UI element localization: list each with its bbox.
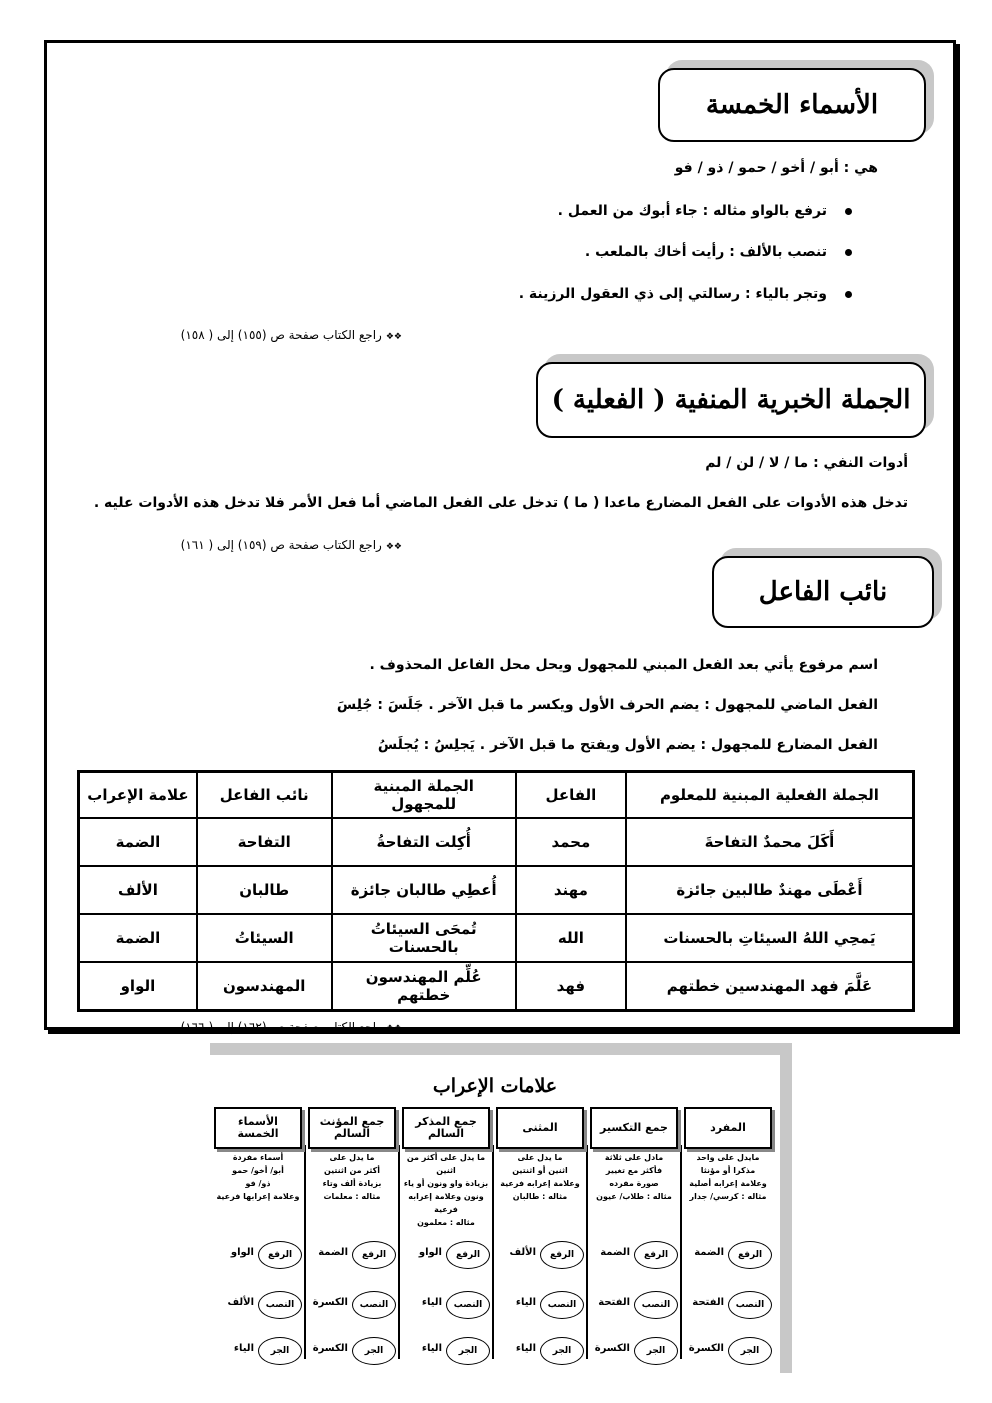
column-divider: [586, 1145, 588, 1359]
case-row: [306, 1291, 398, 1321]
book-reference-text: راجع الكتاب صفحة ص (١٥٥) إلى ( ١٥٨): [180, 328, 382, 342]
table-cell: عُلِّم المهندسون خطتهم: [332, 962, 516, 1010]
table-cell: الألف: [79, 866, 197, 914]
case-row: [306, 1241, 398, 1271]
table-cell: فهد: [516, 962, 626, 1010]
passive-examples-table: [77, 770, 915, 1012]
case-row: [400, 1337, 492, 1367]
diamond-icon: ❖❖: [385, 542, 402, 552]
case-oval: الرفع: [352, 1241, 396, 1269]
table-cell: التفاحة: [197, 818, 332, 866]
sign-column-title: المثنى: [496, 1107, 584, 1149]
case-row: [494, 1337, 586, 1367]
table-row: [79, 866, 913, 914]
section-title-five-nouns: [658, 68, 926, 142]
table-cell: يَمحِي اللهُ السيئاتِ بالحسنات: [626, 914, 913, 962]
book-reference-text: راجع الكتاب صفحة ص (١٦٢) إلى ( ١٦٦): [180, 1020, 382, 1034]
case-oval: الجر: [446, 1337, 490, 1365]
case-oval: الرفع: [634, 1241, 678, 1269]
sign-column: [306, 1107, 398, 1361]
case-row: [588, 1241, 680, 1271]
case-row: [682, 1291, 774, 1321]
book-reference: [181, 538, 402, 552]
bullet-item: [519, 286, 852, 302]
case-mark: الياء: [515, 1343, 536, 1354]
description-line: أكثر من اثنتين: [323, 1166, 381, 1175]
sign-column: [588, 1107, 680, 1361]
case-row: [494, 1241, 586, 1271]
table-cell: طالبان: [197, 866, 332, 914]
case-mark: الضمة: [600, 1247, 630, 1258]
case-oval: النصب: [352, 1291, 396, 1319]
table-cell: المهندسون: [197, 962, 332, 1010]
case-mark: الياء: [515, 1297, 536, 1308]
case-mark: الألف: [227, 1297, 254, 1308]
case-mark: الكسرة: [688, 1343, 724, 1354]
case-mark: الياء: [233, 1343, 254, 1354]
bullet-text: تنصب بالألف : رأيت أخاك بالملعب .: [584, 244, 827, 260]
column-divider: [492, 1145, 494, 1359]
table-header-row: [79, 772, 913, 818]
table-header-cell: الجملة الفعلية المبنية للمعلوم: [626, 772, 913, 818]
case-oval: الرفع: [540, 1241, 584, 1269]
book-reference: [181, 1020, 402, 1034]
description-line: مذكرا أو مؤنثا: [700, 1166, 756, 1175]
bullet-item: [558, 203, 852, 219]
case-oval: النصب: [634, 1291, 678, 1319]
description-line: ما يدل على أكثر من اثنين: [406, 1153, 486, 1175]
bullet-icon: [845, 208, 852, 215]
section-title-text: نائب الفاعل: [758, 577, 888, 607]
case-row: [682, 1241, 774, 1271]
sign-column-description: [682, 1151, 774, 1203]
negation-tools: أدوات النفي : ما / لا / لن / لم: [705, 455, 908, 471]
description-line: بزيادة واو ونون أو ياء: [403, 1179, 489, 1188]
description-line: مثاله : معلمون: [417, 1218, 475, 1227]
description-line: ما يدل على: [329, 1153, 375, 1162]
description-line: وعلامة إعرابه فرعية: [500, 1179, 580, 1188]
case-oval: النصب: [258, 1291, 302, 1319]
case-oval: الجر: [352, 1337, 396, 1365]
description-line: مثاله : كرسي/ جدار: [689, 1192, 767, 1201]
table-cell: أُعطِي طالبان جائزة: [332, 866, 516, 914]
case-mark: الألف: [509, 1247, 536, 1258]
section-title-passive-subject: [712, 556, 934, 628]
case-oval: الجر: [728, 1337, 772, 1365]
table-header-cell: الفاعل: [516, 772, 626, 818]
case-oval: الجر: [258, 1337, 302, 1365]
present-passive-rule: الفعل المضارع للمجهول : يضم الأول ويفتح ما قبل الآخر . يَجلِسُ : يُجلَسُ: [377, 737, 878, 753]
section-title-negative-sentence: [536, 362, 926, 438]
case-oval: الجر: [634, 1337, 678, 1365]
description-line: مادل على ثلاثة: [604, 1153, 664, 1162]
bullet-item: [585, 244, 852, 260]
case-row: [682, 1337, 774, 1367]
table-cell: السيئاتُ: [197, 914, 332, 962]
case-oval: الجر: [540, 1337, 584, 1365]
table-row: [79, 914, 913, 962]
sign-column-title: المفرد: [684, 1107, 772, 1149]
case-mark: الكسرة: [594, 1343, 630, 1354]
case-mark: الفتحة: [598, 1297, 630, 1308]
case-row: [212, 1337, 304, 1367]
table-cell: أُكِلت التفاحةُ: [332, 818, 516, 866]
case-mark: الضمة: [318, 1247, 348, 1258]
sign-column-title: جمع المؤنث السالم: [308, 1107, 396, 1149]
description-line: ذو/ فو: [245, 1179, 271, 1188]
table-cell: مهند: [516, 866, 626, 914]
table-header-cell: نائب الفاعل: [197, 772, 332, 818]
case-row: [400, 1241, 492, 1271]
case-oval: الرفع: [258, 1241, 302, 1269]
negation-rule: تدخل هذه الأدوات على الفعل المضارع ماعدا ( ما ) تدخل على الفعل الماضي أما فعل الأمر فلا تدخل هذه الأدوات عليه .: [93, 495, 908, 511]
description-line: صورة مفرده: [609, 1179, 659, 1188]
sign-column: [682, 1107, 774, 1361]
sign-column-description: [306, 1151, 398, 1203]
diamond-icon: ❖❖: [385, 332, 402, 342]
sign-column-description: [212, 1151, 304, 1203]
past-passive-rule: الفعل الماضي للمجهول : يضم الحرف الأول ويكسر ما قبل الآخر . جَلَسَ : جُلِسَ: [336, 697, 878, 713]
description-line: أبو/ أخو/ حمو: [232, 1166, 284, 1175]
five-nouns-intro: هي : أبو / أخو / حمو / ذو / فو: [674, 160, 878, 176]
sign-column-description: [588, 1151, 680, 1203]
case-row: [306, 1337, 398, 1367]
book-reference-text: راجع الكتاب صفحة ص (١٥٩) إلى ( ١٦١): [180, 538, 382, 552]
sign-column-title: الأسماء الخمسة: [214, 1107, 302, 1149]
sign-column-title: جمع التكسير: [590, 1107, 678, 1149]
case-oval: النصب: [446, 1291, 490, 1319]
sign-column: [212, 1107, 304, 1361]
description-line: مثاله : طلاب/ عيون: [596, 1192, 672, 1201]
description-line: مثاله : معلمات: [323, 1192, 381, 1201]
declension-signs-panel: [210, 1043, 792, 1373]
case-mark: الياء: [421, 1297, 442, 1308]
case-oval: النصب: [728, 1291, 772, 1319]
case-oval: الرفع: [728, 1241, 772, 1269]
table-cell: محمد: [516, 818, 626, 866]
case-row: [400, 1291, 492, 1321]
case-row: [212, 1291, 304, 1321]
column-divider: [304, 1145, 306, 1359]
case-mark: الواو: [230, 1247, 254, 1258]
bullet-text: وتجر بالياء : رسالتي إلى ذي العقول الرزينة .: [518, 286, 827, 302]
case-mark: الكسرة: [312, 1297, 348, 1308]
description-line: بزيادة ألف وتاء: [322, 1179, 382, 1188]
sign-column-title: جمع المذكر السالم: [402, 1107, 490, 1149]
case-mark: الضمة: [694, 1247, 724, 1258]
description-line: أسماء مفردة: [232, 1153, 284, 1162]
case-oval: الرفع: [446, 1241, 490, 1269]
bullet-icon: [845, 291, 852, 298]
section-title-text: الأسماء الخمسة: [705, 90, 879, 120]
description-line: وعلامة إعرابه أصلية: [689, 1179, 767, 1188]
case-mark: الكسرة: [312, 1343, 348, 1354]
table-cell: عَلَّمَ فهد المهندسين خطتهم: [626, 962, 913, 1010]
case-row: [212, 1241, 304, 1271]
table-cell: الضمة: [79, 818, 197, 866]
diamond-icon: ❖❖: [385, 1024, 402, 1034]
table-header-cell: علامة الإعراب: [79, 772, 197, 818]
description-line: ما يدل على: [517, 1153, 563, 1162]
section-title-text: الجملة الخبرية المنفية ( الفعلية ): [551, 385, 911, 415]
case-row: [494, 1291, 586, 1321]
case-mark: الفتحة: [692, 1297, 724, 1308]
table-cell: الواو: [79, 962, 197, 1010]
table-cell: الله: [516, 914, 626, 962]
case-row: [588, 1337, 680, 1367]
table-cell: تُمحَى السيئاتُ بالحسنات: [332, 914, 516, 962]
table-header-cell: الجملة المبنية للمجهول: [332, 772, 516, 818]
table-cell: أَعْطَى مهندٌ طالبين جائزة: [626, 866, 913, 914]
description-line: اثنين أو اثنتين: [512, 1166, 568, 1175]
bullet-text: ترفع بالواو مثاله : جاء أبوك من العمل .: [557, 203, 827, 219]
declension-signs-title: علامات الإعراب: [432, 1075, 558, 1097]
description-line: وعلامة إعرابها فرعية: [216, 1192, 300, 1201]
description-line: فأكثر مع تغيير: [605, 1166, 663, 1175]
sign-column-description: [494, 1151, 586, 1203]
book-reference: [181, 328, 402, 342]
passive-definition: اسم مرفوع يأتي بعد الفعل المبني للمجهول ويحل محل الفاعل المحذوف .: [369, 657, 878, 673]
case-mark: الياء: [421, 1343, 442, 1354]
bullet-icon: [845, 249, 852, 256]
description-line: ونون وعلامة إعرابه فرعية: [408, 1192, 484, 1214]
case-mark: الواو: [418, 1247, 442, 1258]
sign-column-description: [400, 1151, 492, 1229]
sign-column: [494, 1107, 586, 1361]
table-row: [79, 818, 913, 866]
case-row: [588, 1291, 680, 1321]
table-cell: أَكَلَ محمدٌ التفاحةَ: [626, 818, 913, 866]
description-line: مثاله : طالبان: [512, 1192, 568, 1201]
column-divider: [398, 1145, 400, 1359]
sign-column: [400, 1107, 492, 1361]
description-line: مايدل على واحد: [696, 1153, 760, 1162]
column-divider: [680, 1145, 682, 1359]
case-oval: النصب: [540, 1291, 584, 1319]
table-row: [79, 962, 913, 1010]
table-cell: الضمة: [79, 914, 197, 962]
